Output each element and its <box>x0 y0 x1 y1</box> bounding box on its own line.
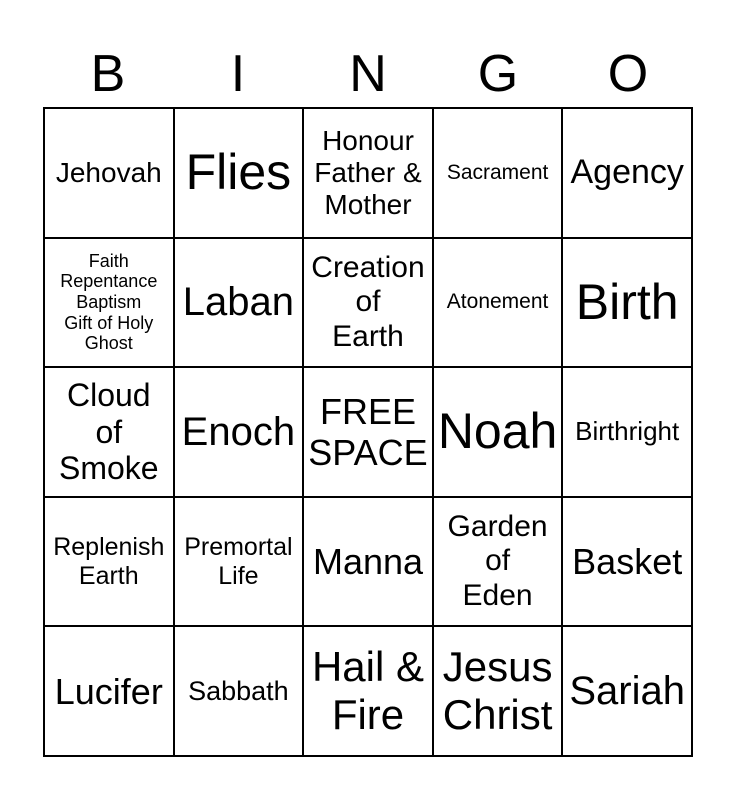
header-letter-n: N <box>349 45 387 103</box>
bingo-cell[interactable] <box>45 109 175 239</box>
bingo-cell-text: Noah <box>437 403 558 460</box>
bingo-cell-text: Basket <box>572 540 683 582</box>
bingo-cell-text: Manna <box>312 540 424 582</box>
header-letter-i: I <box>230 45 246 103</box>
bingo-cell[interactable] <box>434 498 564 628</box>
header-letter-g: G <box>477 45 519 103</box>
bingo-cell[interactable] <box>45 498 175 628</box>
bingo-cell-text: Faith Repentance Baptism Gift of Holy Ghost <box>60 250 158 354</box>
bingo-cell-text: Flies <box>185 144 292 201</box>
bingo-cell[interactable] <box>434 239 564 369</box>
bingo-cell-text: Agency <box>570 153 684 192</box>
bingo-cell[interactable] <box>434 627 564 757</box>
bingo-cell[interactable] <box>175 109 305 239</box>
bingo-cell-text: Hail & Fire <box>311 642 425 739</box>
bingo-cell[interactable] <box>175 498 305 628</box>
bingo-cell-text: Jesus Christ <box>442 642 553 739</box>
bingo-cell[interactable] <box>563 627 693 757</box>
bingo-cell[interactable] <box>304 239 434 369</box>
bingo-cell[interactable] <box>563 109 693 239</box>
bingo-cell[interactable] <box>434 368 564 498</box>
bingo-cell-text: Garden of Eden <box>447 509 548 612</box>
bingo-cell[interactable] <box>434 109 564 239</box>
bingo-cell[interactable] <box>45 239 175 369</box>
bingo-cell-text: Sacrament <box>446 160 549 184</box>
header-letter-o: O <box>607 45 649 103</box>
bingo-cell[interactable] <box>45 368 175 498</box>
bingo-cell-text: Atonement <box>446 290 549 314</box>
bingo-cell-text: Birth <box>575 273 679 330</box>
bingo-header <box>43 44 693 104</box>
bingo-cell[interactable] <box>304 627 434 757</box>
bingo-cell-text: Sariah <box>569 669 685 714</box>
bingo-cell[interactable] <box>304 498 434 628</box>
bingo-cell-text: Laban <box>182 280 294 325</box>
bingo-cell[interactable] <box>45 627 175 757</box>
bingo-cell[interactable] <box>563 239 693 369</box>
bingo-cell-text: Premortal Life <box>184 532 293 590</box>
bingo-cell[interactable] <box>175 239 305 369</box>
bingo-cell[interactable] <box>563 498 693 628</box>
bingo-cell[interactable] <box>175 627 305 757</box>
bingo-cell-text: Creation of Earth <box>311 250 425 353</box>
header-letter-b: B <box>90 45 126 103</box>
bingo-cell-text: Jehovah <box>55 156 162 188</box>
bingo-cell[interactable] <box>304 109 434 239</box>
bingo-cell[interactable] <box>175 368 305 498</box>
bingo-cell[interactable] <box>563 368 693 498</box>
bingo-cell-text: Sabbath <box>188 675 289 706</box>
bingo-grid <box>43 107 693 757</box>
bingo-cell-text: Enoch <box>181 409 296 454</box>
bingo-cell-text: Honour Father & Mother <box>314 124 422 220</box>
bingo-cell-text: Birthright <box>575 416 680 447</box>
bingo-cell-text: Replenish Earth <box>53 532 165 590</box>
bingo-cell-text: Lucifer <box>54 670 163 712</box>
bingo-cell-text: Cloud of Smoke <box>59 376 159 487</box>
bingo-cell-text: FREE SPACE <box>308 390 428 473</box>
bingo-cell[interactable] <box>304 368 434 498</box>
